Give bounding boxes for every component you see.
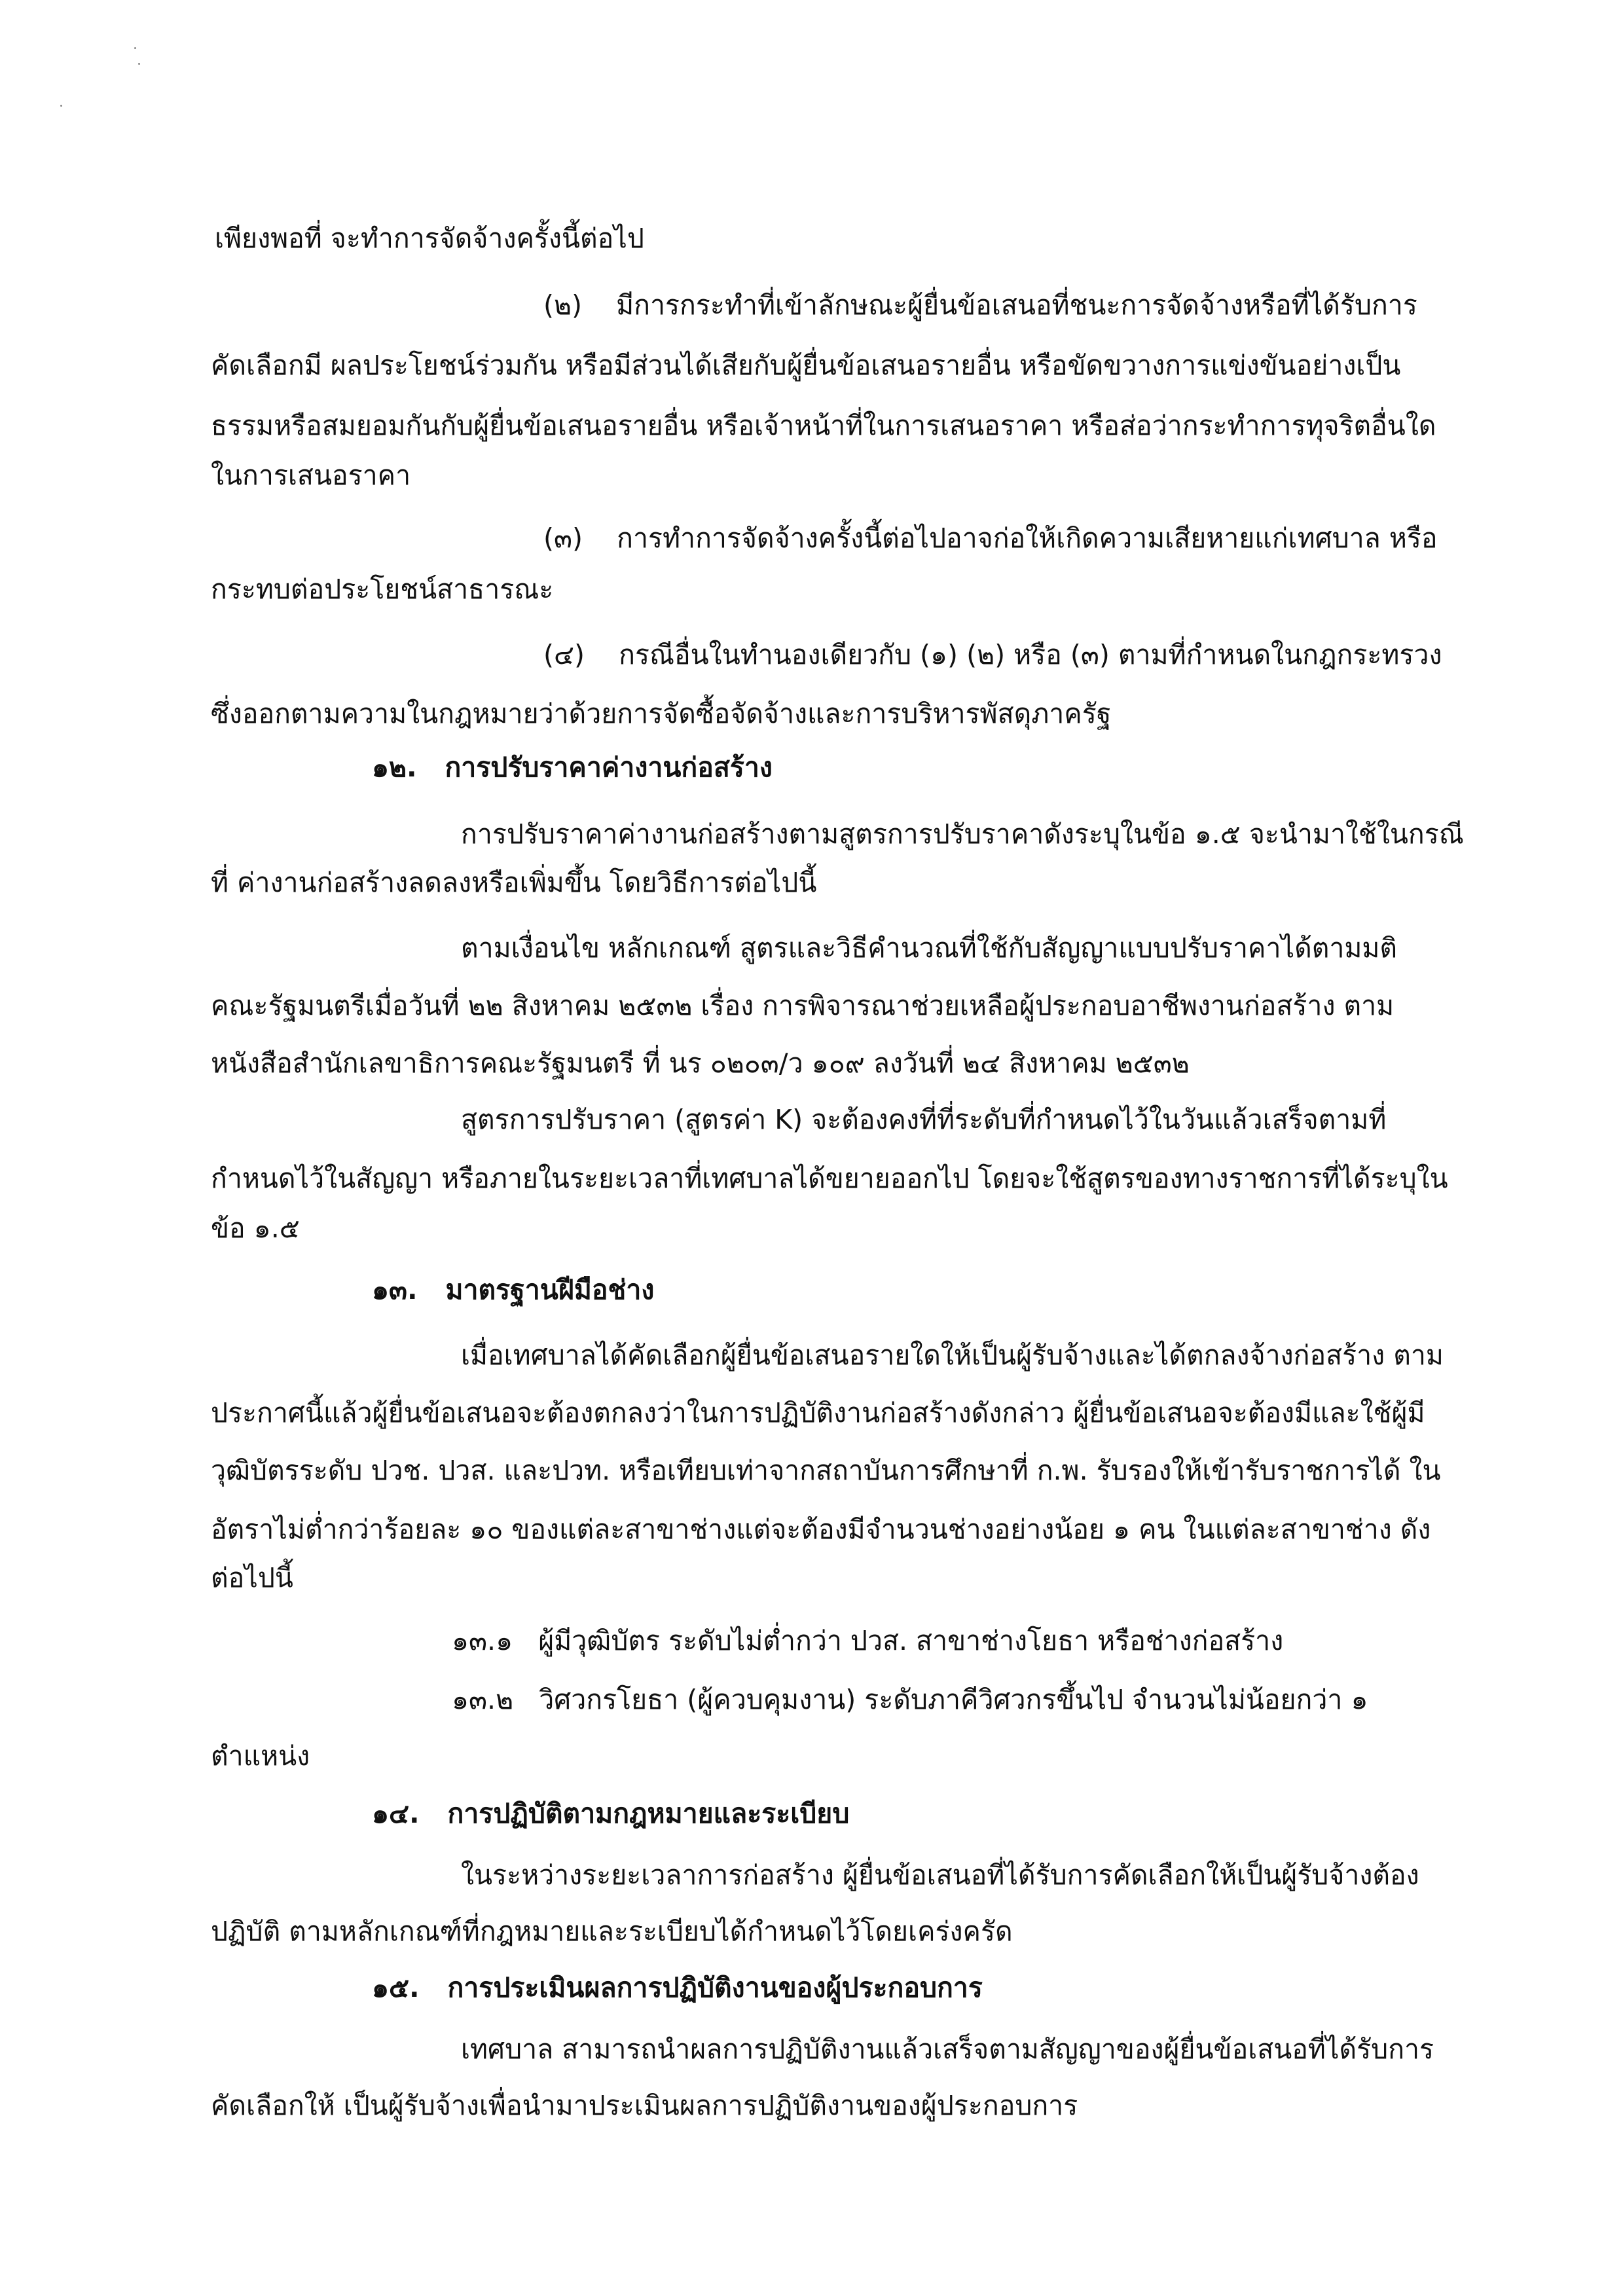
- list-item-4: (๔) กรณีอื่นในทำนองเดียวกับ (๑) (๒) หรือ (๓) ตามที่กำหนดในกฎกระทรวง: [543, 639, 1442, 670]
- scan-speck: [138, 63, 140, 65]
- body-line: วุฒิบัตรระดับ ปวช. ปวส. และปวท. หรือเทียบเท่าจากสถาบันการศึกษาที่ ก.พ. รับรองให้เข้ารับราชการได้ ใน: [211, 1455, 1441, 1486]
- list-item-2: (๒) มีการกระทำที่เข้าลักษณะผู้ยื่นข้อเสนอที่ชนะการจัดจ้างหรือที่ได้รับการ: [543, 289, 1417, 321]
- body-line: ประกาศนี้แล้วผู้ยื่นข้อเสนอจะต้องตกลงว่าในการปฏิบัติงานก่อสร้างดังกล่าว ผู้ยื่นข้อเสนอจะต้องมีและใช้ผู้มี: [211, 1397, 1425, 1429]
- list-item-3: (๓) การทำการจัดจ้างครั้งนี้ต่อไปอาจก่อให้เกิดความเสียหายแก่เทศบาล หรือ: [543, 522, 1438, 554]
- scan-speck: [60, 105, 62, 107]
- list-item-13-2: ๑๓.๒ วิศวกรโยธา (ผู้ควบคุมงาน) ระดับภาคีวิศวกรขึ้นไป จำนวนไม่น้อยกว่า ๑: [452, 1684, 1368, 1715]
- body-line: ตามเงื่อนไข หลักเกณฑ์ สูตรและวิธีคำนวณที่ใช้กับสัญญาแบบปรับราคาได้ตามมติ: [461, 932, 1398, 964]
- body-line: ตำแหน่ง: [211, 1740, 310, 1772]
- body-line: ธรรมหรือสมยอมกันกับผู้ยื่นข้อเสนอรายอื่น หรือเจ้าหน้าที่ในการเสนอราคา หรือส่อว่ากระทำการทุจริตอื่นใด: [211, 410, 1436, 441]
- body-line: ข้อ ๑.๕: [211, 1212, 300, 1244]
- body-line: เทศบาล สามารถนำผลการปฏิบัติงานแล้วเสร็จตามสัญญาของผู้ยื่นข้อเสนอที่ได้รับการ: [461, 2033, 1434, 2065]
- body-line: กำหนดไว้ในสัญญา หรือภายในระยะเวลาที่เทศบาลได้ขยายออกไป โดยจะใช้สูตรของทางราชการที่ได้ระบุใน: [211, 1163, 1448, 1194]
- body-line: ที่ ค่างานก่อสร้างลดลงหรือเพิ่มขึ้น โดยวิธีการต่อไปนี้: [211, 867, 817, 898]
- body-line: ในการเสนอราคา: [211, 460, 411, 491]
- body-line: กระทบต่อประโยชน์สาธารณะ: [211, 574, 554, 605]
- body-line: เพียงพอที่ จะทำการจัดจ้างครั้งนี้ต่อไป: [215, 223, 644, 254]
- body-line: ในระหว่างระยะเวลาการก่อสร้าง ผู้ยื่นข้อเสนอที่ได้รับการคัดเลือกให้เป็นผู้รับจ้างต้อง: [461, 1859, 1419, 1891]
- body-line: คณะรัฐมนตรีเมื่อวันที่ ๒๒ สิงหาคม ๒๕๓๒ เรื่อง การพิจารณาช่วยเหลือผู้ประกอบอาชีพงานก่อสร้าง ตาม: [211, 990, 1395, 1021]
- body-line: เมื่อเทศบาลได้คัดเลือกผู้ยื่นข้อเสนอรายใดให้เป็นผู้รับจ้างและได้ตกลงจ้างก่อสร้าง ตาม: [461, 1339, 1444, 1371]
- body-line: คัดเลือกมี ผลประโยชน์ร่วมกัน หรือมีส่วนได้เสียกับผู้ยื่นข้อเสนอรายอื่น หรือขัดขวางการแข่งขันอย่างเป็น: [211, 350, 1401, 381]
- body-line: อัตราไม่ต่ำกว่าร้อยละ ๑๐ ของแต่ละสาขาช่างแต่จะต้องมีจำนวนช่างอย่างน้อย ๑ คน ในแต่ละสาขาช่าง ดัง: [211, 1514, 1431, 1545]
- section-heading-15: ๑๕. การประเมินผลการปฏิบัติงานของผู้ประกอบการ: [372, 1972, 983, 2003]
- section-heading-13: ๑๓. มาตรฐานฝีมือช่าง: [372, 1274, 655, 1305]
- body-line: การปรับราคาค่างานก่อสร้างตามสูตรการปรับราคาดังระบุในข้อ ๑.๕ จะนำมาใช้ในกรณี: [461, 818, 1464, 850]
- section-heading-12: ๑๒. การปรับราคาค่างานก่อสร้าง: [372, 752, 773, 783]
- body-line: ปฏิบัติ ตามหลักเกณฑ์ที่กฎหมายและระเบียบได้กำหนดไว้โดยเคร่งครัด: [211, 1916, 1013, 1947]
- body-line: สูตรการปรับราคา (สูตรค่า K) จะต้องคงที่ที่ระดับที่กำหนดไว้ในวันแล้วเสร็จตามที่: [461, 1104, 1387, 1135]
- body-line: คัดเลือกให้ เป็นผู้รับจ้างเพื่อนำมาประเมินผลการปฏิบัติงานของผู้ประกอบการ: [211, 2090, 1078, 2121]
- body-line: ต่อไปนี้: [211, 1562, 293, 1594]
- section-heading-14: ๑๔. การปฏิบัติตามกฎหมายและระเบียบ: [372, 1798, 850, 1829]
- scan-speck: [134, 47, 136, 49]
- list-item-13-1: ๑๓.๑ ผู้มีวุฒิบัตร ระดับไม่ต่ำกว่า ปวส. สาขาช่างโยธา หรือช่างก่อสร้าง: [452, 1625, 1284, 1656]
- body-line: ซึ่งออกตามความในกฎหมายว่าด้วยการจัดซื้อจัดจ้างและการบริหารพัสดุภาครัฐ: [211, 698, 1112, 729]
- body-line: หนังสือสำนักเลขาธิการคณะรัฐมนตรี ที่ นร ๐๒๐๓/ว ๑๐๙ ลงวันที่ ๒๔ สิงหาคม ๒๕๓๒: [211, 1048, 1190, 1079]
